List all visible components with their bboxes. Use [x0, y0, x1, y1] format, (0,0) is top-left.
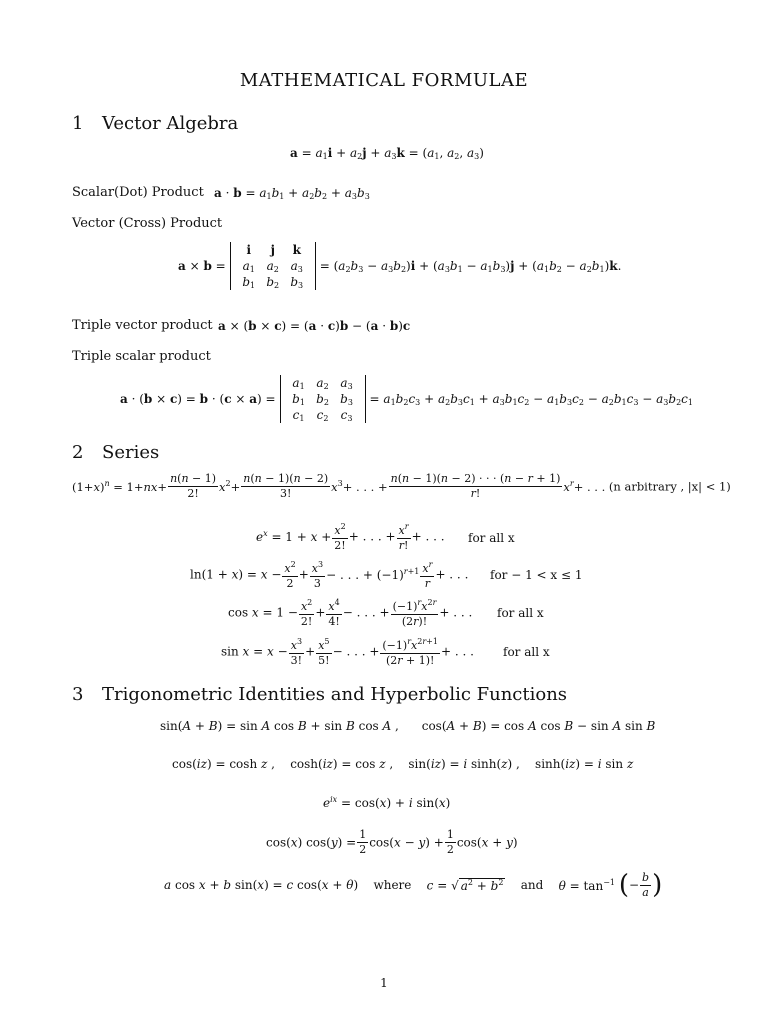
angle-sum-identities: sin(A + B) = sin A cos B + sin B cos A , cos(A + B) = cos A cos B − sin A sin B [160, 719, 656, 733]
section-title: Trigonometric Identities and Hyperbolic Functions [102, 684, 568, 705]
product-to-sum-formula: cos(x) cos(y) = $\frac{1}{2}$ cos(x − y) + $\frac{1}{2}$ cos(x + y) [266, 828, 518, 856]
exp-series-formula: $e^x = 1 + x$ + $\frac{x^2}{2!}$ + . . . + $\frac{x^r}{r!}$ + . . . [256, 522, 445, 552]
hyperbolic-identities: cos(iz) = cosh z , cosh(iz) = cos z , sin(iz) = i sinh(z) , sinh(iz) = i sin z [172, 757, 634, 771]
section-number: 1 [72, 113, 84, 134]
section-heading-trig [72, 684, 567, 705]
page-number: 1 [380, 976, 388, 990]
sin-condition: for all x [503, 645, 550, 659]
section-heading-vector-algebra [72, 113, 238, 134]
binomial-series-formula: $(1+x)^n = 1+nx+$ $\frac{n(n - 1)}{2!}$ $x^2+$ $\frac{n(n - 1)(n - 2)}{3!}$ $x^3+$ . . . + $\frac{n(n - 1)(n - 2) \cdot \cdot \cdot (n - r + 1)}{r!}$ $x^r+$ . . . (n arbitrary , |x| < 1) [72, 472, 731, 500]
ln-condition: for − 1 < x ≤ 1 [490, 568, 583, 582]
sin-series-formula: sin x = x − $\frac{x^3}{3!}$ + $\frac{x^5}{5!}$ − . . . + $\frac{(-1)^rx^{2r+1}}{(2r + 1)!}$ + . . . [221, 637, 474, 667]
triple-vector-label: Triple vector product [72, 318, 213, 333]
amplitude-phase-formula: a cos x + b sin(x) = c cos(x + θ) where c = √ $a^2 + b^2$ and $\theta = \tan^{-1}$ (− $\frac{b}{a}$ ) [164, 870, 663, 900]
scalar-product-formula: $a \cdot b = a_1b_1 + a_2b_2 + a_3b_3$ [214, 186, 370, 201]
triple-vector-formula: a × (b × c) = (a · c)b − (a · b)c [218, 319, 411, 333]
page-title: MATHEMATICAL FORMULAE [239, 70, 529, 91]
triple-scalar-label: Triple scalar product [72, 349, 211, 364]
cos-series-formula: cos x = 1 − $\frac{x^2}{2!}$ + $\frac{x^4}{4!}$ − . . . + $\frac{(-1)^rx^{2r}}{(2r)!}$ + . . . [228, 598, 473, 628]
section-number: 2 [72, 442, 84, 463]
euler-formula: $e^{ix} = \cos(x) + i$ sin(x) [323, 795, 451, 810]
vector-product-label: Vector (Cross) Product [72, 216, 223, 231]
ln-series-formula: ln(1 + x) = x − $\frac{x^2}{2}$ + $\frac{x^3}{3}$ − . . . + $(-1)^{r+1}$ $\frac{x^r}{r}$ + . . . [190, 560, 469, 590]
section-title: Vector Algebra [102, 113, 239, 134]
cos-condition: for all x [497, 606, 544, 620]
cross-product-formula: a × b = i j k $a_1$ $a_2$ $a_3$ $b_1$ $b_2$ $b_3$ = $(a_2b_3 - a_3b_2)i + (a_3b_1 - a_1b_3)j + (a_1b_2 - a_2b_1)k$. [178, 243, 622, 290]
exp-condition: for all x [468, 531, 515, 545]
scalar-product-label: Scalar(Dot) Product [72, 185, 204, 200]
binomial-condition: (n arbitrary , |x| < 1) [608, 479, 731, 494]
section-heading-series [72, 442, 159, 463]
triple-scalar-formula: a · (b × c) = b · (c × a) = $a_1$ $a_2$ $a_3$ $b_1$ $b_2$ $b_3$ $c_1$ $c_2$ $c_3$ = $a_1b_2c_3 + a_2b_3c_1 + a_3b_1c_2 - a_1b_3c_2 - a_2b_1c_3 - a_3b_2c_1$ [120, 375, 693, 423]
where-word: where [373, 878, 412, 892]
section-title: Series [102, 442, 160, 463]
section-number: 3 [72, 684, 84, 705]
and-word: and [520, 878, 544, 892]
vector-definition-formula: $a = a_1i + a_2j + a_3k = (a_1$, $a_2$, $a_3$) [290, 146, 484, 161]
